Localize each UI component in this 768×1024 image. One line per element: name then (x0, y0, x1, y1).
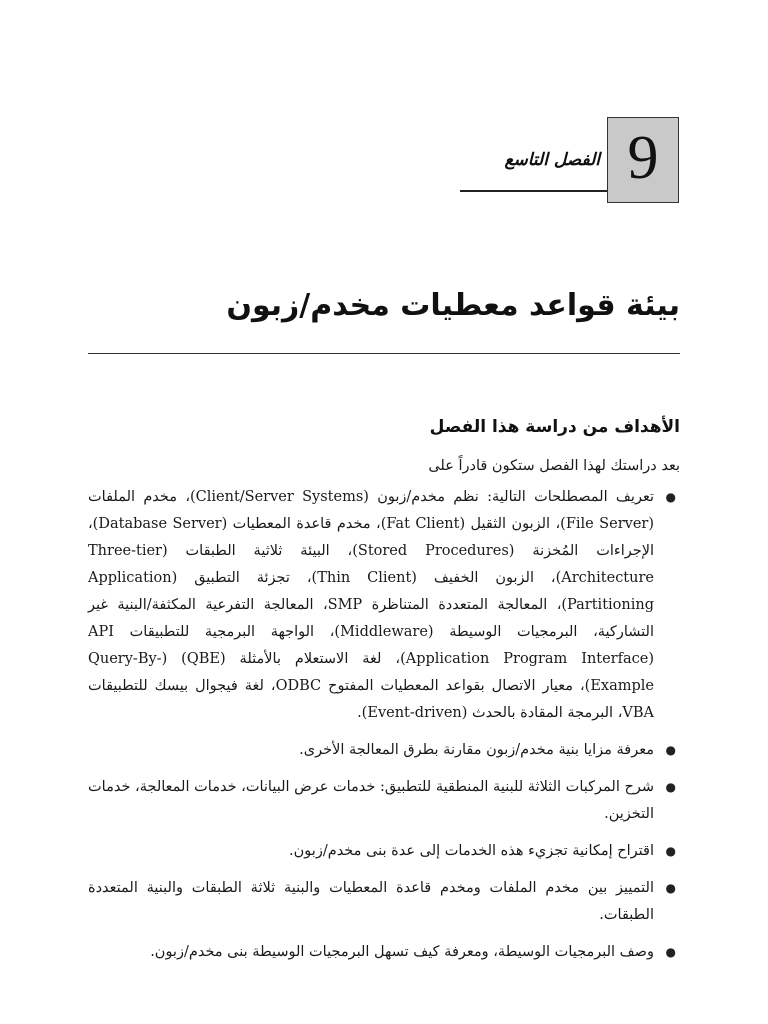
chapter-title: بيئة قواعد معطيات مخدم/زبون (226, 288, 680, 323)
objective-text: التمييز بين مخدم الملفات ومخدم قاعدة المعطيات والبنية ثلاثة الطبقات والبنية المتعددة الطبقات. (88, 880, 654, 923)
objectives-intro: بعد دراستك لهذا الفصل ستكون قادراً على (428, 458, 680, 474)
bullet-icon: ● (665, 780, 676, 794)
chapter-label-underline (460, 190, 607, 192)
objective-item (88, 939, 680, 966)
bullet-icon: ● (665, 490, 676, 504)
objective-text: شرح المركبات الثلاثة للبنية المنطقية للتطبيق: خدمات عرض البيانات، خدمات المعالجة، خدمات التخزين. (88, 779, 654, 822)
objective-text: تعريف المصطلحات التالية: نظم مخدم/زبون (Client/Server Systems)، مخدم الملفات (File Server)، الزبون الثقيل (Fat Client)، مخدم قاعدة المعطيات (Database Server)، الإجراءات المُخزنة (Stored Procedures)، البيئة ثلاثية الطبقات (Three-tier Architecture)، الزبون الخفيف (Thin Client)، تجزئة التطبيق (Application Partitioning)، المعالجة المتعددة المتناظرة SMP، المعالجة التفرعية المكثفة/البنية غير التشاركية، البرمجيات الوسيطة (Middleware)، الواجهة البرمجية للتطبيقات API (Application Program Interface)، لغة الاستعلام بالأمثلة (QBE) (Query-By-Example)، معيار الاتصال بقواعد المعطيات المفتوح ODBC، لغة فيجوال بيسك للتطبيقات VBA، البرمجة المقادة بالحدث (Event-driven). (88, 489, 654, 721)
bullet-icon: ● (665, 743, 676, 757)
objective-text: وصف البرمجيات الوسيطة، ومعرفة كيف تسهل البرمجيات الوسيطة بنى مخدم/زبون. (150, 944, 654, 960)
objective-item (88, 774, 680, 828)
objective-text: معرفة مزايا بنية مخدم/زبون مقارنة بطرق المعالجة الأخرى. (299, 742, 654, 758)
objective-item (88, 737, 680, 764)
objective-item (88, 838, 680, 865)
objective-item (88, 484, 680, 727)
objectives-list (88, 484, 680, 976)
bullet-icon: ● (665, 844, 676, 858)
chapter-number: 9 (627, 124, 659, 192)
bullet-icon: ● (665, 945, 676, 959)
chapter-number-box (607, 117, 679, 203)
objective-item (88, 875, 680, 929)
objective-text: اقتراح إمكانية تجزيء هذه الخدمات إلى عدة بنى مخدم/زبون. (289, 843, 654, 859)
title-divider (88, 353, 680, 354)
objectives-heading: الأهداف من دراسة هذا الفصل (429, 417, 680, 437)
chapter-label: الفصل التاسع (504, 150, 600, 170)
bullet-icon: ● (665, 881, 676, 895)
